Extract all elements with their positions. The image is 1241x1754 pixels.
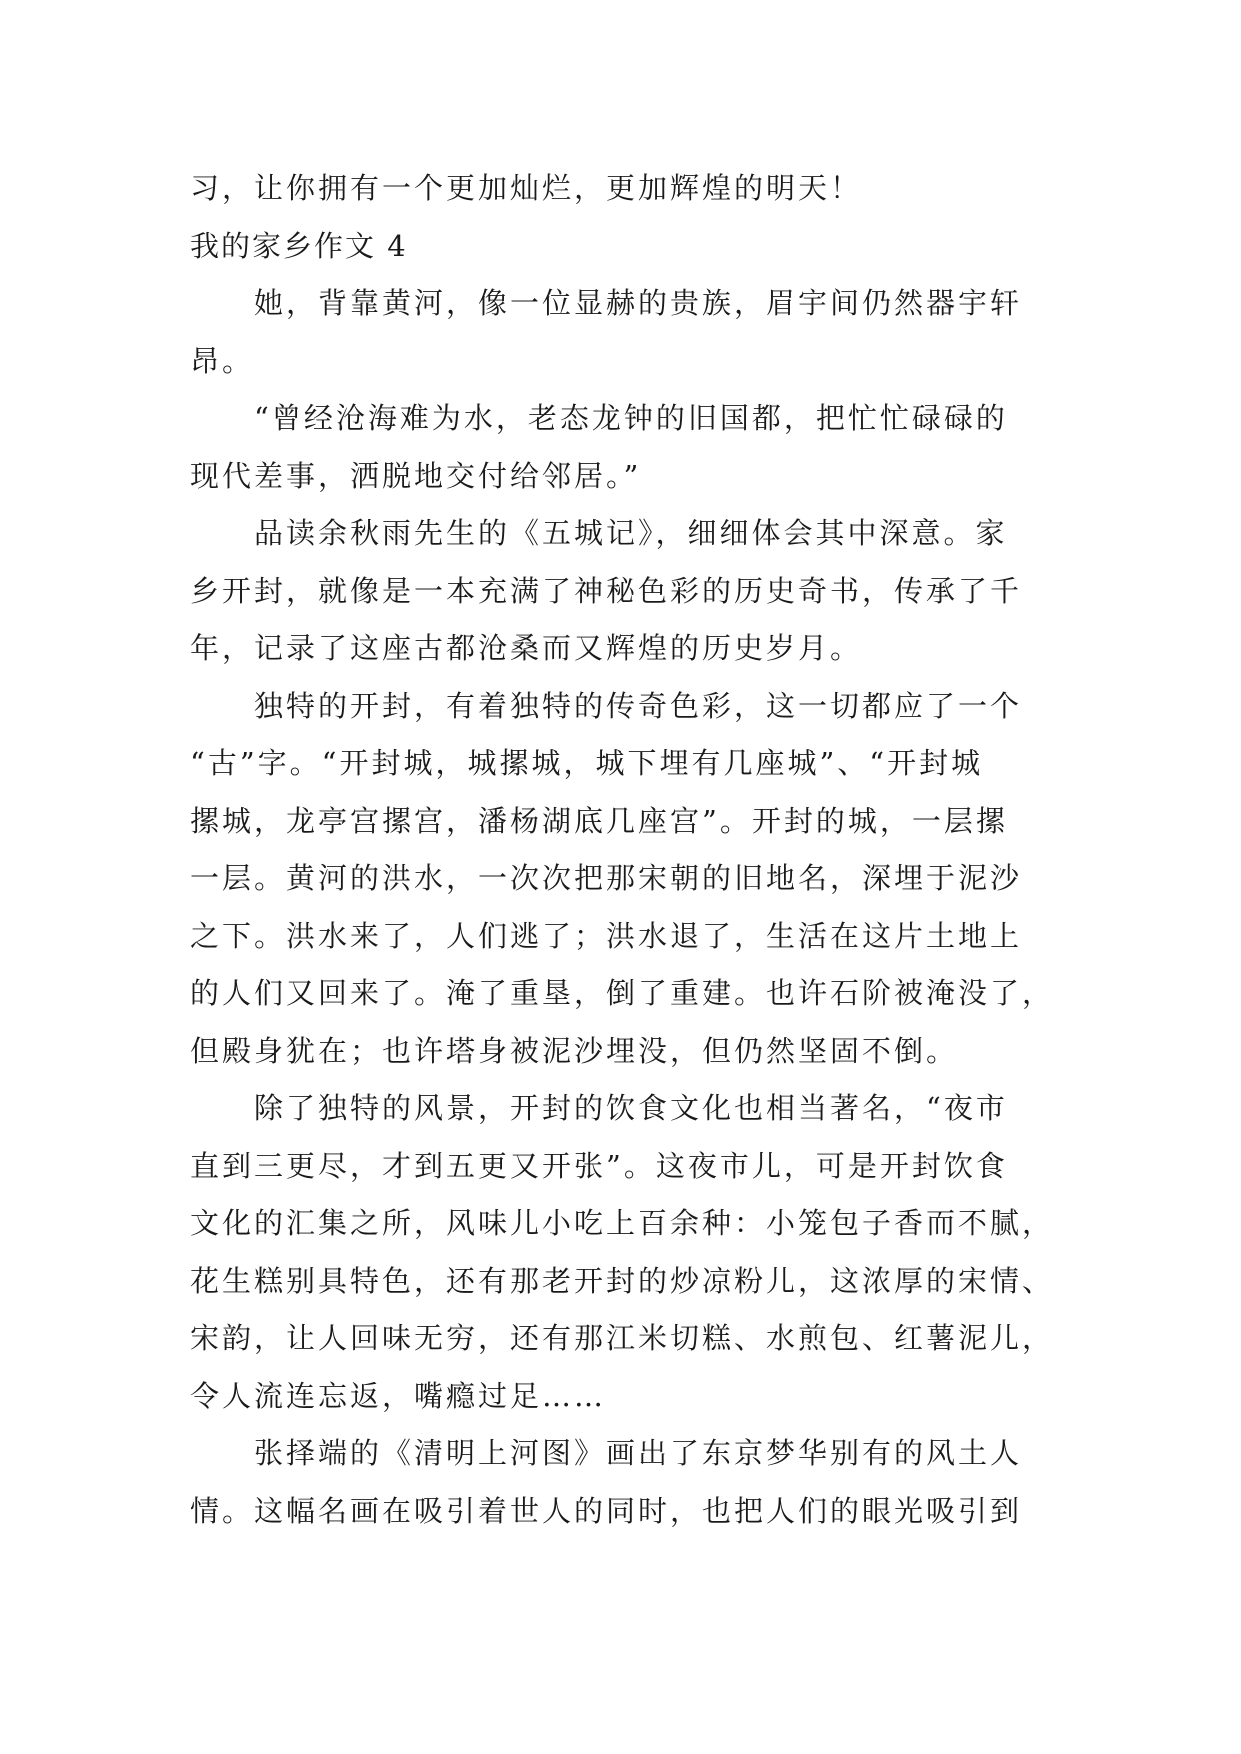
text-line: 但殿身犹在；也许塔身被泥沙埋没，但仍然坚固不倒。: [190, 1033, 959, 1068]
text-line: 年，记录了这座古都沧桑而又辉煌的历史岁月。: [190, 631, 863, 665]
essay-text-block: [190, 160, 1055, 1540]
text-line: “古”字。“开封城，城摞城，城下埋有几座城”、“开封城: [190, 746, 984, 780]
text-line: 的人们又回来了。淹了重垦，倒了重建。也许石阶被淹没了，: [190, 976, 1055, 1010]
text-line: 直到三更尽，才到五更又开张”。这夜市儿，可是开封饮食: [190, 1148, 1008, 1183]
text-line: 文化的汇集之所，风味儿小吃上百余种：小笼包子香而不腻，: [190, 1206, 1055, 1240]
text-line: 乡开封，就像是一本充满了神秘色彩的历史奇书，传承了千: [190, 573, 1023, 608]
text-line: 品读余秋雨先生的《五城记》，细细体会其中深意。家: [254, 516, 1008, 550]
text-line: 一层。黄河的洪水，一次次把那宋朝的旧地名，深埋于泥沙: [190, 861, 1023, 895]
text-line: “曾经沧海难为水，老态龙钟的旧国都，把忙忙碌碌的: [254, 401, 1008, 435]
text-line: 摞城，龙亭宫摞宫，潘杨湖底几座宫”。开封的城，一层摞: [190, 803, 1008, 838]
text-line: 她，背靠黄河，像一位显赫的贵族，眉宇间仍然器宇轩: [254, 286, 1023, 320]
text-line: 除了独特的风景，开封的饮食文化也相当著名，“夜市: [254, 1091, 1008, 1125]
text-line: 昂。: [190, 343, 255, 378]
text-line: 习，让你拥有一个更加灿烂，更加辉煌的明天！: [190, 171, 863, 205]
text-line: 花生糕别具特色，还有那老开封的炒凉粉儿，这浓厚的宋情、: [190, 1263, 1055, 1298]
text-line: 情。这幅名画在吸引着世人的同时，也把人们的眼光吸引到: [190, 1493, 1023, 1528]
section-heading: 我的家乡作文 4: [190, 228, 408, 263]
text-line: 现代差事，洒脱地交付给邻居。”: [190, 458, 642, 493]
text-line: 令人流连忘返，嘴瘾过足……: [190, 1378, 607, 1413]
text-line: 宋韵，让人回味无穷，还有那江米切糕、水煎包、红薯泥儿，: [190, 1321, 1055, 1355]
text-line: 之下。洪水来了，人们逃了；洪水退了，生活在这片土地上: [190, 918, 1023, 953]
text-line: 张择端的《清明上河图》画出了东京梦华别有的风土人: [254, 1436, 1023, 1470]
text-line: 独特的开封，有着独特的传奇色彩，这一切都应了一个: [254, 688, 1023, 723]
